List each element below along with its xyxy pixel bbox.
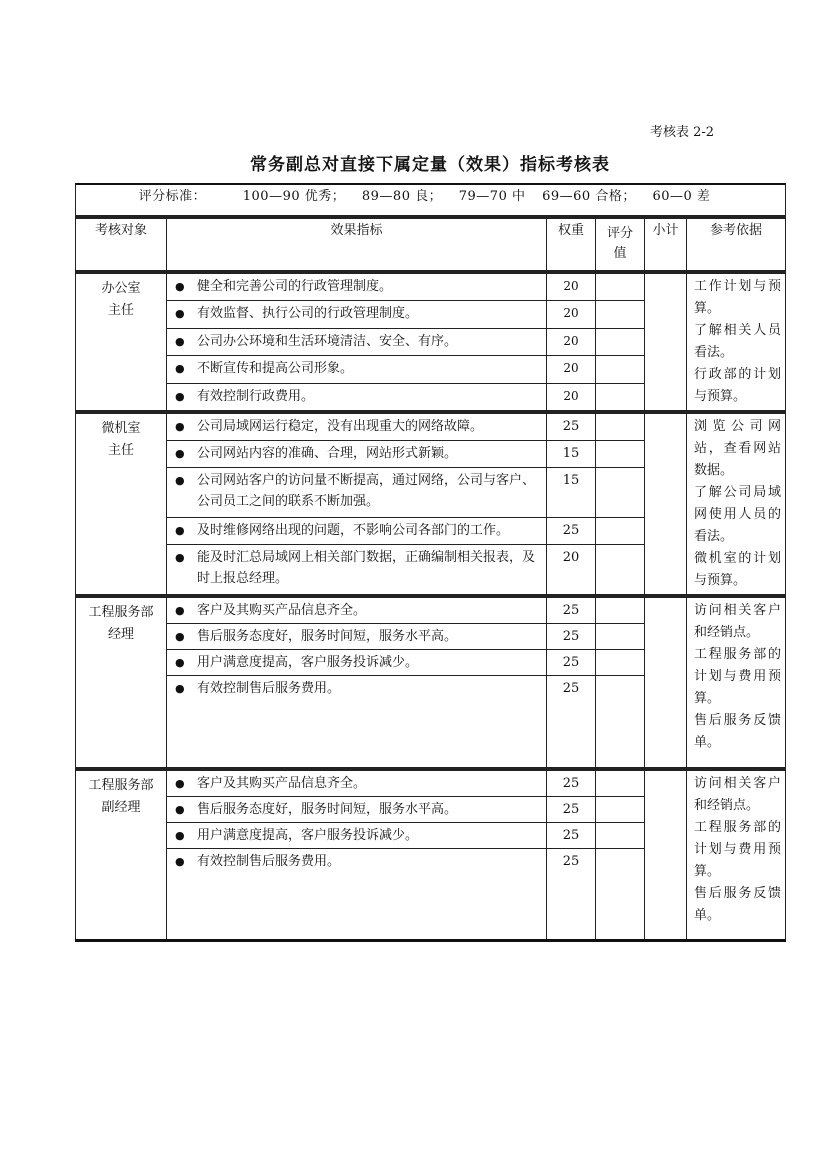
bullet-icon: ●	[175, 550, 185, 564]
score-input-cell[interactable]	[596, 274, 645, 301]
header-subject: 考核对象	[76, 219, 167, 271]
bullet-icon: ●	[175, 389, 185, 403]
indicator-cell	[167, 849, 547, 941]
weight-cell: 25	[547, 797, 596, 823]
indicator-text: 不断宣传和提高公司形象。	[197, 361, 354, 377]
score-input-cell[interactable]	[596, 517, 645, 544]
basis-item: 了解公司局域网使用人员的看法。	[694, 485, 782, 544]
indicator-text: 用户满意度提高，客户服务投诉减少。	[197, 655, 419, 670]
weight-cell: 20	[547, 328, 596, 355]
basis-item: 微机室的计划与预算。	[694, 551, 782, 588]
table-row	[76, 771, 786, 797]
indicator-cell	[167, 328, 547, 355]
bullet-icon: ●	[175, 656, 185, 669]
header-basis: 参考依据	[687, 219, 786, 271]
score-input-cell[interactable]	[596, 301, 645, 328]
subject-cell	[76, 598, 167, 768]
criteria-good: 89—80 良；	[361, 189, 443, 204]
basis-item: 访问相关客户和经销点。	[694, 603, 782, 640]
indicator-text: 健全和完善公司的行政管理制度。	[197, 279, 393, 294]
score-input-cell[interactable]	[596, 468, 645, 517]
weight-cell: 25	[547, 598, 596, 624]
weight-cell: 15	[547, 441, 596, 468]
indicator-text: 公司办公环境和生活环境清洁、安全、有序。	[197, 333, 458, 349]
bullet-icon: ●	[175, 420, 185, 433]
indicator-cell	[167, 797, 547, 823]
bullet-icon: ●	[175, 630, 185, 643]
score-input-cell[interactable]	[596, 598, 645, 624]
basis-item: 行政部的计划与预算。	[694, 367, 782, 404]
scoring-criteria	[76, 184, 786, 216]
weight-cell: 20	[547, 274, 596, 301]
subject-role: 经理	[107, 627, 134, 642]
score-input-cell[interactable]	[596, 624, 645, 650]
bullet-icon: ●	[175, 777, 185, 790]
assessment-table	[75, 183, 786, 942]
basis-cell	[687, 598, 786, 768]
indicator-text: 及时维修网络出现的问题，不影响公司各部门的工作。	[197, 522, 510, 538]
bullet-icon: ●	[175, 803, 185, 816]
basis-item: 浏览公司网站，查看网站数据。	[694, 419, 782, 478]
indicator-cell	[167, 414, 547, 441]
weight-cell: 25	[547, 823, 596, 849]
weight-cell: 25	[547, 414, 596, 441]
basis-item: 工作计划与预算。	[694, 279, 782, 316]
indicator-cell	[167, 598, 547, 624]
weight-cell: 25	[547, 771, 596, 797]
subject-role: 主任	[107, 443, 134, 458]
weight-cell: 20	[547, 301, 596, 328]
form-number: 考核表 2-2	[650, 125, 715, 140]
score-input-cell[interactable]	[596, 544, 645, 594]
page-title: 常务副总对直接下属定量（效果）指标考核表	[250, 155, 610, 175]
indicator-text: 公司局域网运行稳定，没有出现重大的网络故障。	[197, 419, 484, 434]
indicator-text: 公司网站客户的访问量不断提高，通过网络，公司与客户、公司员工之间的联系不断加强。	[197, 473, 536, 510]
basis-item: 访问相关客户和经销点。	[694, 776, 782, 813]
header-weight: 权重	[547, 219, 596, 271]
criteria-medium: 79—70 中	[458, 189, 526, 204]
indicator-cell	[167, 356, 547, 383]
indicator-cell	[167, 441, 547, 468]
header-subtotal: 小计	[645, 219, 687, 271]
criteria-pass: 69—60 合格；	[542, 189, 636, 204]
criteria-label: 评分标准：	[138, 189, 207, 204]
indicator-text: 售后服务态度好，服务时间短，服务水平高。	[197, 629, 458, 644]
bullet-icon: ●	[175, 447, 185, 461]
table-row	[76, 414, 786, 441]
score-input-cell[interactable]	[596, 356, 645, 383]
basis-cell	[687, 771, 786, 941]
weight-cell: 25	[547, 849, 596, 941]
indicator-cell	[167, 771, 547, 797]
score-input-cell[interactable]	[596, 849, 645, 941]
bullet-icon: ●	[175, 334, 185, 348]
score-input-cell[interactable]	[596, 414, 645, 441]
criteria-poor: 60—0 差	[652, 189, 711, 204]
score-input-cell[interactable]	[596, 771, 645, 797]
header-indicator: 效果指标	[167, 219, 547, 271]
subject-title: 微机室	[101, 421, 141, 436]
basis-item: 售后服务反馈单。	[694, 713, 782, 750]
score-input-cell[interactable]	[596, 823, 645, 849]
basis-item: 售后服务反馈单。	[694, 886, 782, 923]
header-row	[76, 219, 786, 271]
subject-cell	[76, 274, 167, 411]
bullet-icon: ●	[175, 280, 185, 293]
indicator-text: 客户及其购买产品信息齐全。	[197, 603, 367, 618]
indicator-cell	[167, 650, 547, 676]
bullet-icon: ●	[175, 829, 185, 842]
indicator-text: 有效控制行政费用。	[197, 388, 315, 404]
basis-cell	[687, 414, 786, 595]
bullet-icon: ●	[175, 362, 185, 376]
subject-role: 副经理	[101, 800, 141, 815]
subject-cell	[76, 414, 167, 595]
weight-cell: 25	[547, 676, 596, 768]
score-input-cell[interactable]	[596, 676, 645, 768]
indicator-text: 有效控制售后服务费用。	[197, 854, 341, 869]
subject-title: 工程服务部	[88, 605, 154, 620]
indicator-cell	[167, 468, 547, 517]
subtotal-cell[interactable]	[645, 771, 687, 941]
weight-cell: 20	[547, 356, 596, 383]
subtotal-cell[interactable]	[645, 598, 687, 768]
indicator-cell	[167, 823, 547, 849]
indicator-text: 客户及其购买产品信息齐全。	[197, 776, 367, 791]
weight-cell: 20	[547, 383, 596, 410]
basis-item: 了解相关人员看法。	[694, 323, 782, 360]
weight-cell: 25	[547, 517, 596, 544]
indicator-text: 公司网站内容的准确、合理，网站形式新颖。	[197, 446, 458, 462]
subject-title: 办公室	[101, 281, 141, 296]
subject-role: 主任	[107, 303, 134, 318]
weight-cell: 25	[547, 650, 596, 676]
indicator-text: 有效控制售后服务费用。	[197, 681, 341, 696]
score-input-cell[interactable]	[596, 441, 645, 468]
indicator-text: 有效监督、执行公司的行政管理制度。	[197, 306, 419, 322]
bullet-icon: ●	[175, 855, 185, 868]
indicator-cell	[167, 301, 547, 328]
score-input-cell[interactable]	[596, 797, 645, 823]
indicator-cell	[167, 274, 547, 301]
indicator-text: 能及时汇总局域网上相关部门数据，正确编制相关报表，及时上报总经理。	[197, 549, 536, 586]
score-input-cell[interactable]	[596, 650, 645, 676]
score-input-cell[interactable]	[596, 383, 645, 410]
weight-cell: 25	[547, 624, 596, 650]
bullet-icon: ●	[175, 523, 185, 537]
scoring-criteria-row	[76, 184, 786, 216]
bullet-icon: ●	[175, 307, 185, 321]
criteria-excellent: 100—90 优秀；	[242, 189, 346, 204]
basis-item: 工程服务部的计划与费用预算。	[694, 647, 782, 706]
subtotal-cell[interactable]	[645, 274, 687, 411]
indicator-cell	[167, 676, 547, 768]
indicator-text: 售后服务态度好，服务时间短，服务水平高。	[197, 802, 458, 817]
weight-cell: 20	[547, 544, 596, 594]
subject-cell	[76, 771, 167, 941]
table-row	[76, 274, 786, 301]
weight-cell: 15	[547, 468, 596, 517]
subject-title: 工程服务部	[88, 778, 154, 793]
bullet-icon: ●	[175, 474, 185, 488]
indicator-cell	[167, 383, 547, 410]
indicator-cell	[167, 544, 547, 594]
table-row	[76, 598, 786, 624]
indicator-text: 用户满意度提高，客户服务投诉减少。	[197, 828, 419, 843]
indicator-cell	[167, 517, 547, 544]
score-input-cell[interactable]	[596, 328, 645, 355]
header-score: 评分值	[596, 219, 645, 271]
subtotal-cell[interactable]	[645, 414, 687, 595]
basis-cell	[687, 274, 786, 411]
indicator-cell	[167, 624, 547, 650]
bullet-icon: ●	[175, 682, 185, 695]
basis-item: 工程服务部的计划与费用预算。	[694, 820, 782, 879]
bullet-icon: ●	[175, 604, 185, 617]
